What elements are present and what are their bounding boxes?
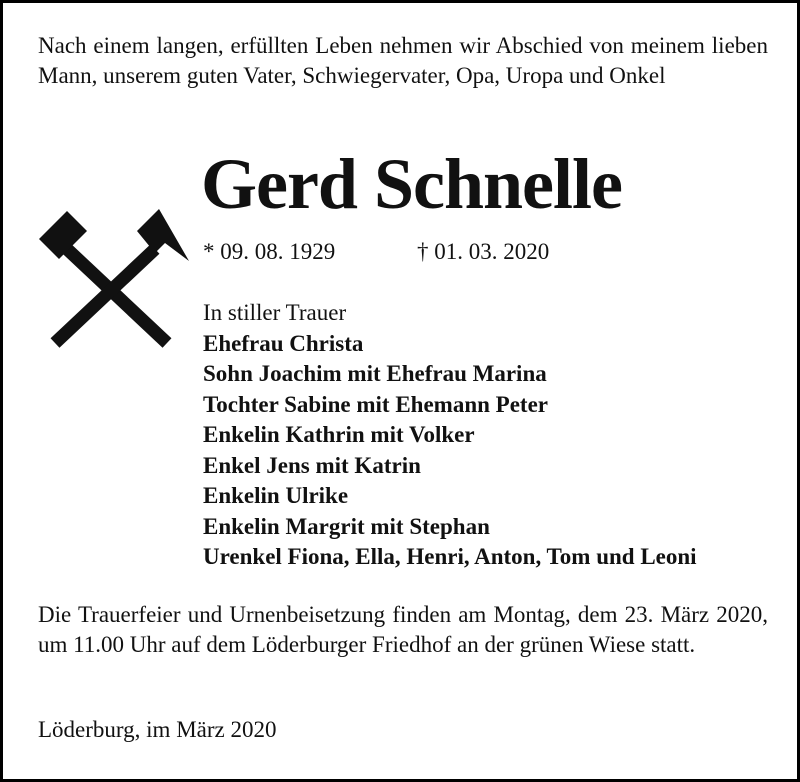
mourner-entry: Tochter Sabine mit Ehemann Peter [203,391,548,417]
mourner-entry: Enkel Jens mit Katrin [203,452,421,478]
mourner-entry: Ehefrau Christa [203,330,364,356]
mourner-entry: Enkelin Kathrin mit Volker [203,422,475,447]
mourner-entry: Enkelin Margrit mit Stephan [203,513,490,539]
birth-date: * 09. 08. 1929 [203,239,336,264]
mourner-entry: Enkelin Ulrike [203,483,349,508]
death-date: † 01. 03. 2020 [417,239,550,264]
mourner-entry: Sohn Joachim mit Ehefrau Marina [203,361,547,386]
crossed-hammers-icon [37,209,191,353]
mourners-list [203,298,697,573]
funeral-notice: Die Trauerfeier und Urnenbeisetzung finden am Montag, dem 23. März 2020, um 11.00 Uhr auf dem Löderburger Friedhof an der grünen Wiese statt. [38,602,768,657]
mourner-entry: Urenkel Fiona, Ella, Henri, Anton, Tom und Leoni [203,544,697,569]
deceased-name: Gerd Schnelle [201,144,622,224]
mourners-heading: In stiller Trauer [203,300,347,325]
life-dates [203,237,550,267]
place-and-date: Löderburg, im März 2020 [38,717,277,742]
intro-text: Nach einem langen, erfüllten Leben nehmen wir Abschied von meinem lieben Mann, unserem guten Vater, Schwiegervater, Opa, Uropa und Onkel [38,33,768,88]
